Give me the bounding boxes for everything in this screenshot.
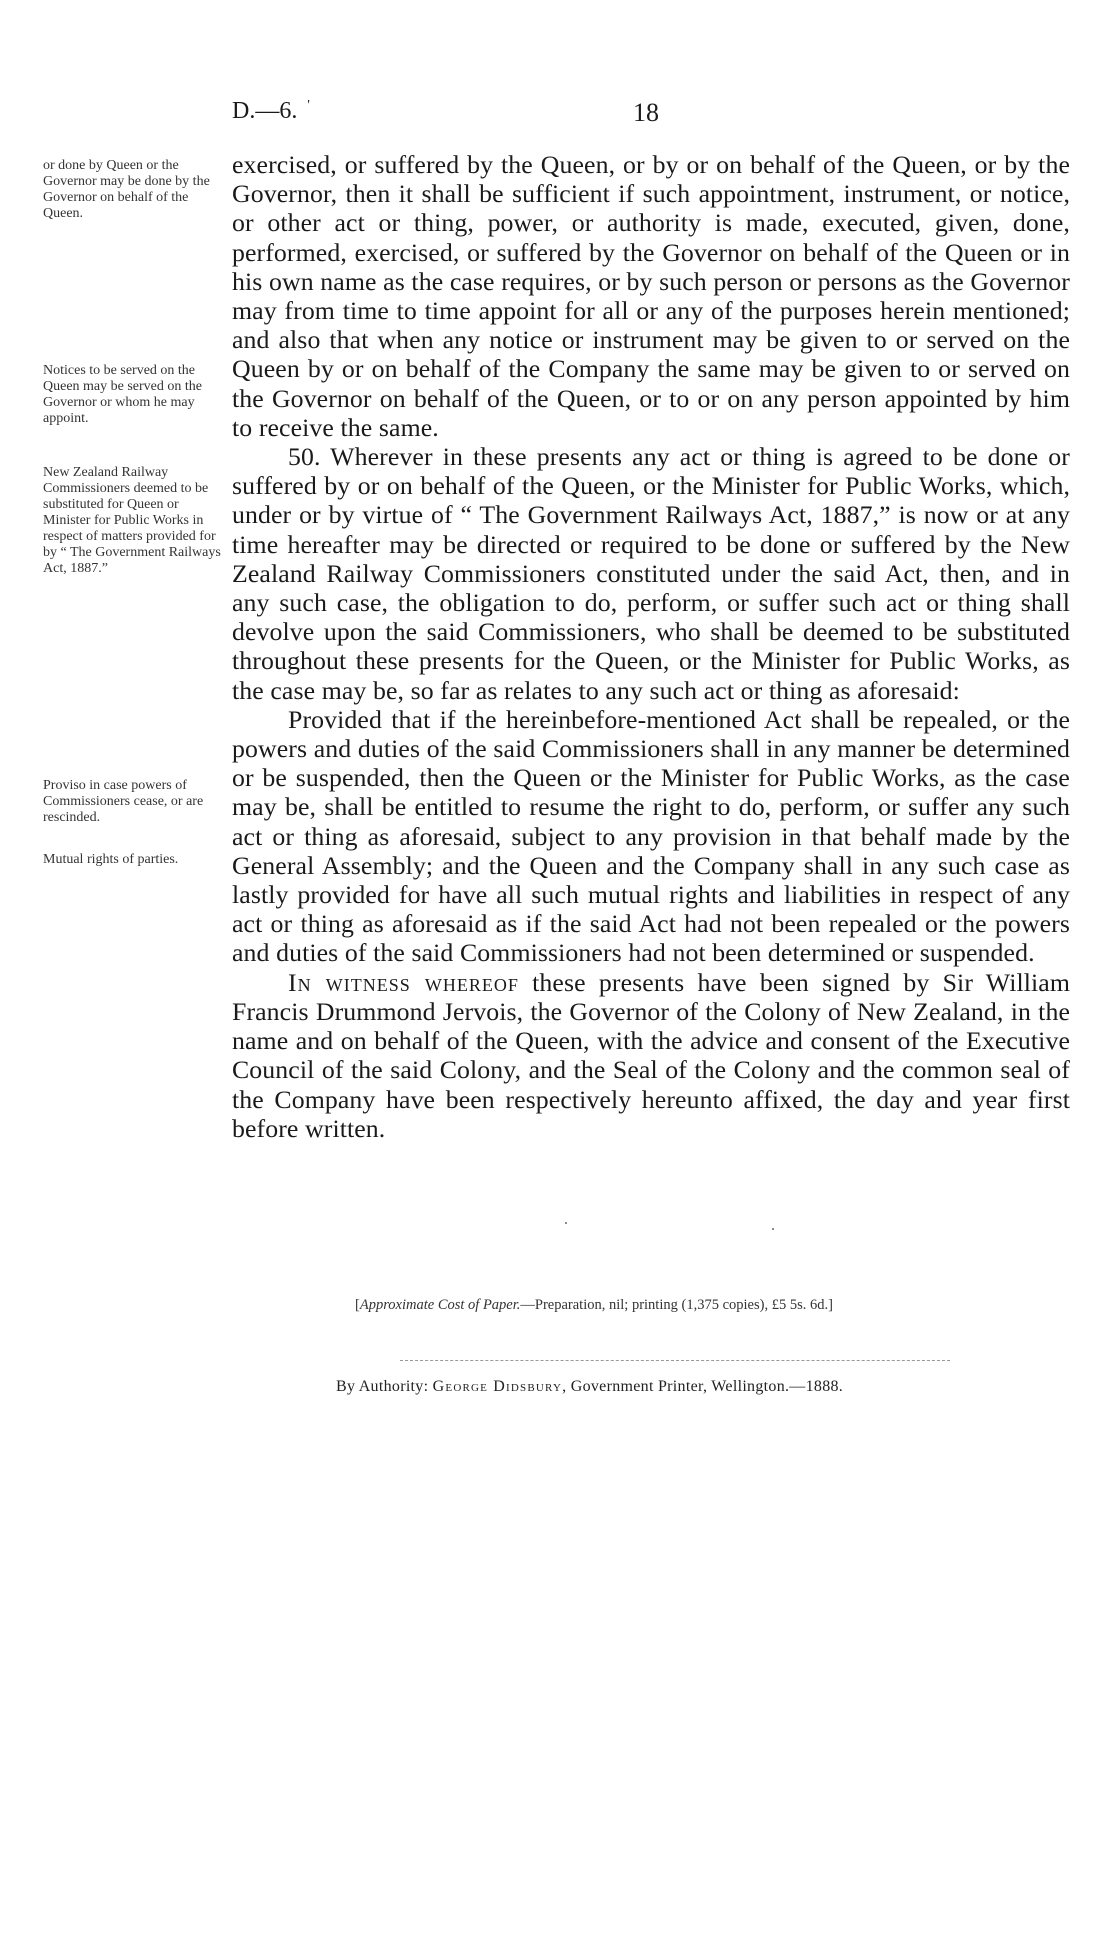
witness-clause-lead: In witness whereof xyxy=(288,967,519,997)
cost-note-text: —Preparation, nil; printing (1,375 copies), £5 5s. 6d.] xyxy=(520,1297,833,1313)
stray-mark: ' xyxy=(307,98,310,113)
page-header xyxy=(232,98,310,125)
printer-imprint xyxy=(336,1378,843,1396)
cost-note xyxy=(355,1297,833,1314)
cost-note-label: Approximate Cost of Paper. xyxy=(359,1297,521,1313)
page-number: 18 xyxy=(633,98,659,127)
cost-note-bracket: [ xyxy=(355,1297,360,1313)
margin-note-governor: or done by Queen or the Governor may be done by the Governor on behalf of the Queen. xyxy=(43,158,210,221)
margin-note-commissioners: New Zealand Railway Commissioners deemed to be substituted for Queen or Minister for Public Works in respect of matters provided for by “ The Government Railways Act, 1887.” xyxy=(43,465,221,576)
printer-name: George Didsbury xyxy=(432,1378,563,1395)
specks xyxy=(772,1228,774,1230)
imprint-suffix: , Government Printer, Wellington.—1888. xyxy=(562,1378,844,1395)
body-paragraph-3: Provided that if the hereinbefore-mentioned Act shall be repealed, or the powers and duties of the said Commissioners shall in any manner be determined or be suspended, then the Queen or the Minister for Public Works, as the case may be, shall be entitled to resume the right to do, perform, or suffer any such act or thing as aforesaid, subject to any provision in that behalf made by the General Assembly; and the Queen and the Company shall in any such case as lastly provided for have all such mutual rights and liabilities in respect of any act or thing as aforesaid as if the said Act had not been repealed or the powers and duties of the said Commissioners had not been determined or suspended. xyxy=(232,704,1070,968)
footer-rule xyxy=(400,1360,950,1361)
document-reference: D.—6. xyxy=(232,98,298,124)
body-column xyxy=(232,150,1070,1143)
margin-note-mutual-rights: Mutual rights of parties. xyxy=(43,852,179,867)
imprint-prefix: By Authority: xyxy=(336,1378,433,1395)
body-paragraph-1: exercised, or suffered by the Queen, or by or on behalf of the Queen, or by the Governor, then it shall be sufficient if such appointment, instrument, or notice, or other act or thing, power, or authority is made, executed, given, done, performed, exercised, or suffered by the Governor on behalf of the Queen or in his own name as the case requires, or by such person or persons as the Governor may from time to time appoint for all or any of the purposes herein mentioned; and also that when any notice or instrument may be given to or served on the Queen by or on behalf of the Company the same may be given to or served on the Governor on behalf of the Queen, or to or on any person appointed by him to receive the same. xyxy=(232,150,1070,442)
body-paragraph-4 xyxy=(232,968,1070,1143)
specks xyxy=(565,1222,567,1224)
body-paragraph-2: 50. Wherever in these presents any act or thing is agreed to be done or suffered by or on behalf of the Queen, or the Minister for Public Works, which, under or by virtue of “ The Government Railways Act, 1887,” is now or at any time hereafter may be directed or required to be done or suffered by the New Zealand Railway Commissioners constituted under the said Act, then, and in any such case, the obligation to do, perform, or suffer such act or thing shall devolve upon the said Commissioners, who shall be deemed to be substituted throughout these presents for the Queen, or the Minister for Public Works, as the case may be, so far as relates to any such act or thing as aforesaid: xyxy=(232,442,1070,705)
witness-clause-text: these presents have been signed by Sir William Francis Drummond Jervois, the Governor of the Colony of New Zealand, in the name and on behalf of the Queen, with the advice and consent of the Executive Council of the said Colony, and the Seal of the Colony and the common seal of the Company have been respectively hereunto affixed, the day and year first before written. xyxy=(232,967,1071,1143)
margin-note-notices: Notices to be served on the Queen may be served on the Governor or whom he may appoint. xyxy=(43,363,202,426)
margin-note-proviso: Proviso in case powers of Commissioners cease, or are rescinded. xyxy=(43,778,204,825)
